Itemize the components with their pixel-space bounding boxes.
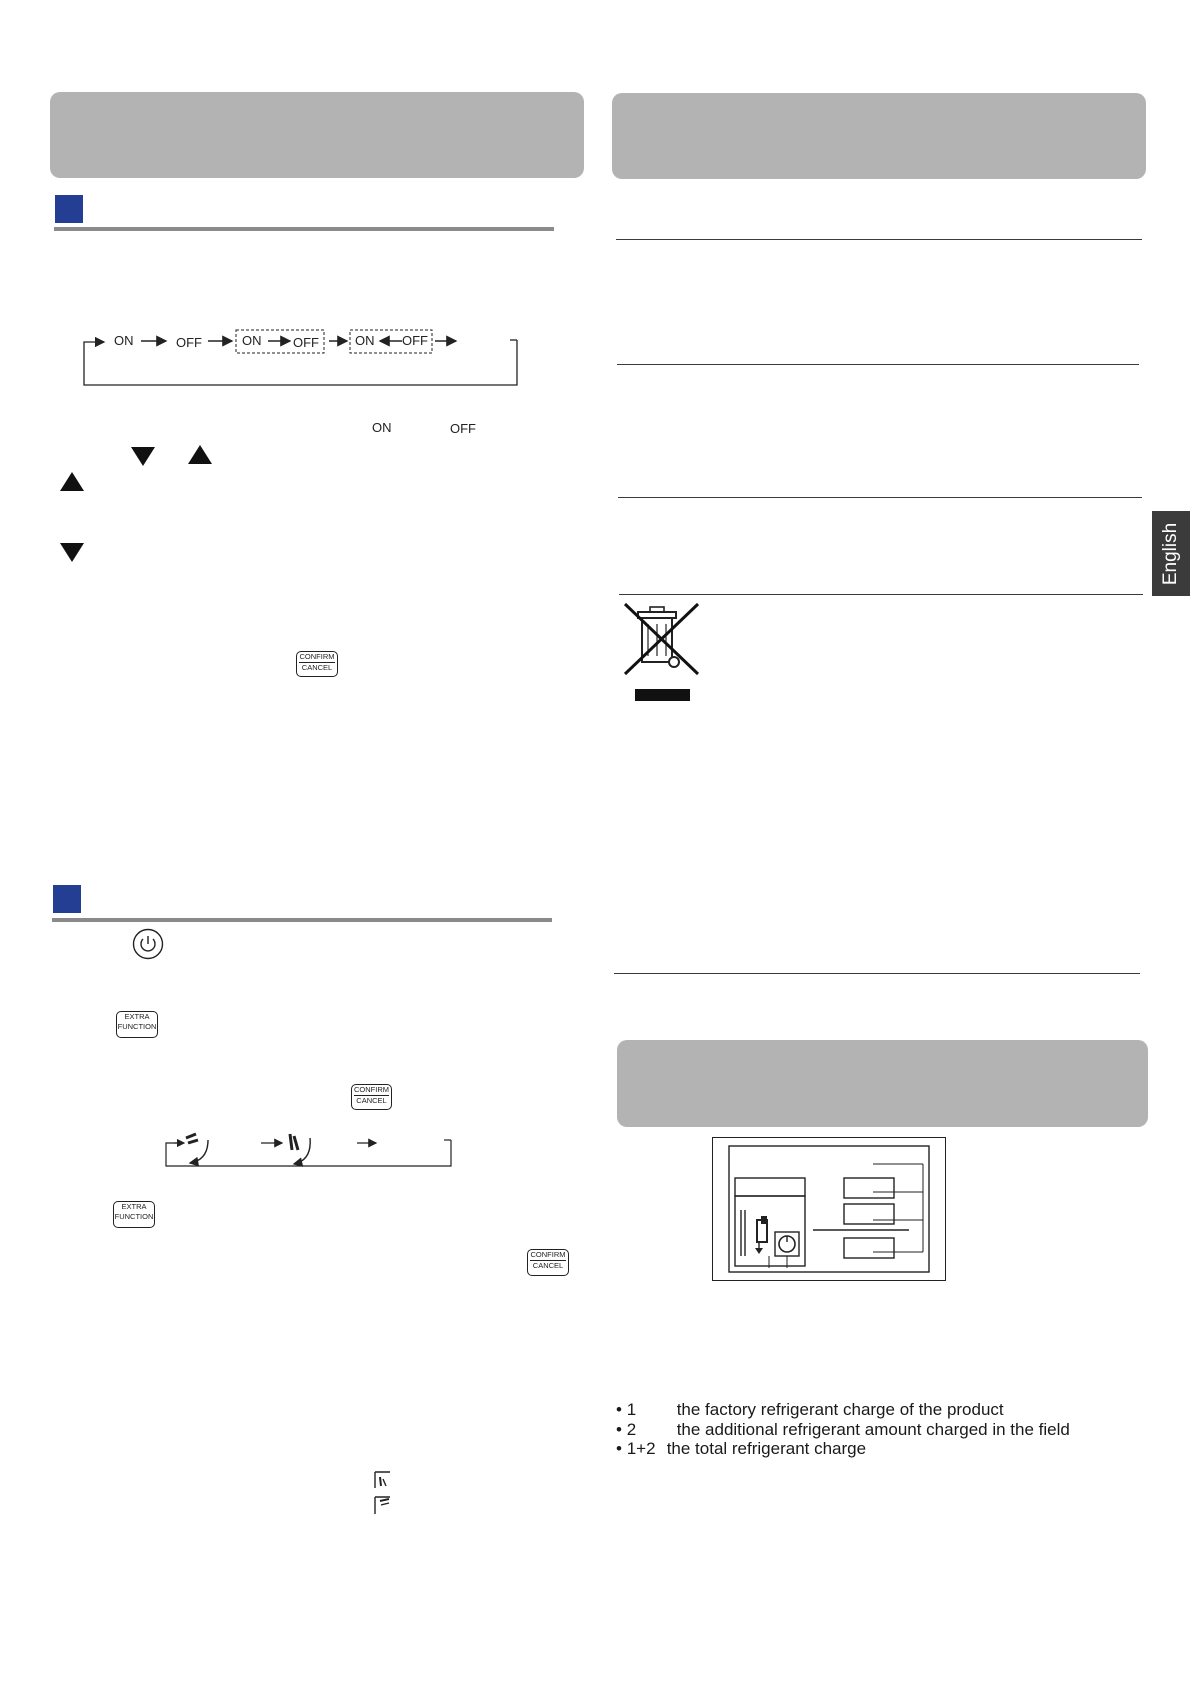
louver-fan-icon	[186, 1134, 208, 1163]
note-text: the total refrigerant charge	[666, 1439, 867, 1458]
note-number: 1+2	[626, 1439, 656, 1458]
confirm-cancel-button-icon: CONFIRM CANCEL	[351, 1084, 392, 1110]
cycle-label-on-3: ON	[355, 333, 375, 348]
note-text: the additional refrigerant amount charged in the field	[676, 1419, 1070, 1439]
cycle-label-off-3: OFF	[402, 333, 428, 348]
louver-down-icon	[375, 1472, 390, 1488]
note-number: 2	[626, 1419, 637, 1439]
extra-function-button-icon: EXTRA FUNCTION	[113, 1201, 155, 1228]
weee-crossed-bin-icon	[622, 600, 702, 704]
divider	[616, 239, 1142, 240]
refrigerant-label-diagram	[713, 1138, 945, 1280]
louver-swing-icon	[290, 1134, 310, 1164]
louver-position-icons	[370, 1468, 400, 1520]
language-tab[interactable]	[1152, 511, 1190, 596]
cycle-label-on-2: ON	[242, 333, 262, 348]
confirm-cancel-button-icon: CONFIRM CANCEL	[296, 651, 338, 677]
louver-cycle-diagram	[0, 0, 600, 1200]
list-item: • 1 the factory refrigerant charge of the product	[616, 1400, 1004, 1419]
list-item: • 1+2 the total refrigerant charge	[616, 1439, 867, 1458]
divider	[617, 364, 1139, 365]
cycle-label-off-2: OFF	[293, 335, 319, 350]
cycle-label-off-1: OFF	[176, 335, 202, 350]
right-section-header	[612, 93, 1146, 179]
display-on-label: ON	[372, 420, 392, 435]
divider	[614, 973, 1140, 974]
confirm-cancel-button-icon: CONFIRM CANCEL	[527, 1249, 569, 1276]
divider	[618, 497, 1142, 498]
display-off-label: OFF	[450, 421, 476, 436]
list-item: • 2 the additional refrigerant amount charged in the field	[616, 1419, 1070, 1439]
divider	[619, 594, 1143, 595]
refrigerant-label-plate	[712, 1137, 946, 1281]
note-text: the factory refrigerant charge of the product	[676, 1400, 1004, 1419]
cycle-label-on-1: ON	[114, 333, 134, 348]
refrigerant-notes-list	[616, 1400, 1070, 1459]
language-tab-label: English	[1160, 522, 1181, 585]
louver-up-icon	[375, 1497, 390, 1514]
extra-function-button-icon: EXTRA FUNCTION	[116, 1011, 158, 1038]
refrigerant-section-header	[617, 1040, 1148, 1127]
note-number: 1	[626, 1400, 637, 1419]
